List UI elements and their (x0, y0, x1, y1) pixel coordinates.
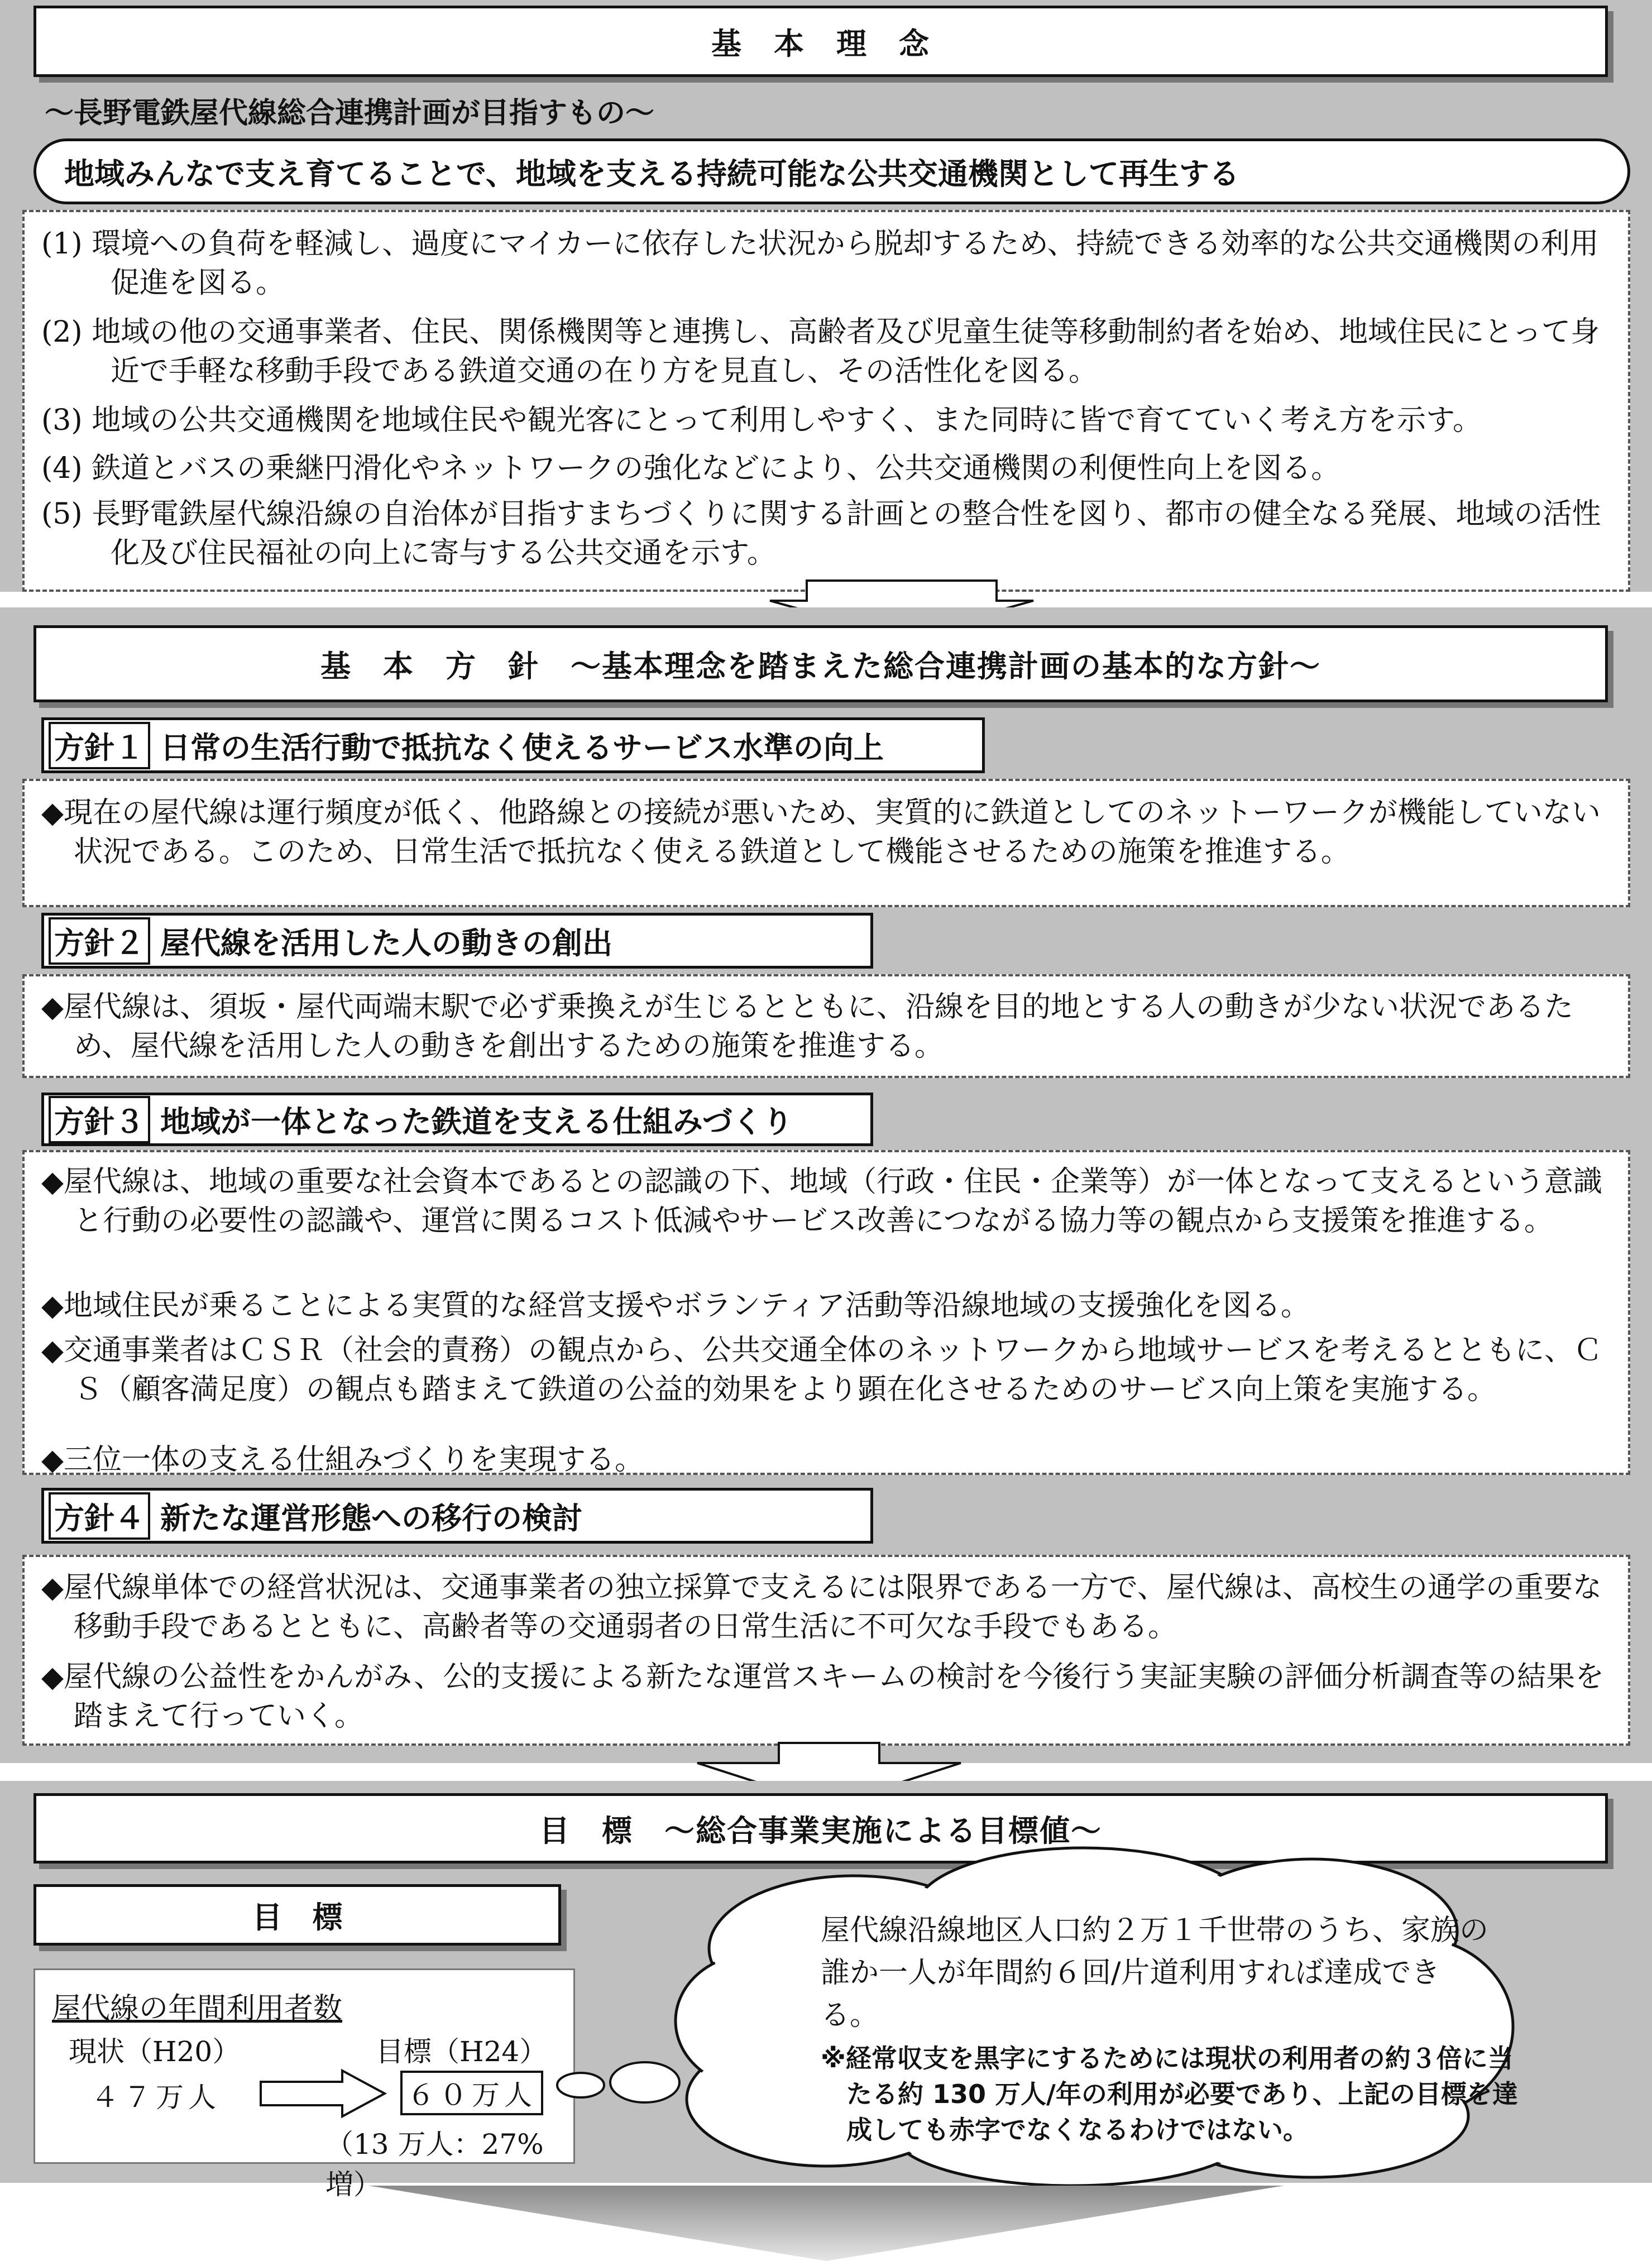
policy-4-bullet-1: ◆屋代線単体での経営状況は、交通事業者の独立採算で支えるには限界である一方で、屋代線は、高校生の通学の重要な移動手段であるとともに、高齢者等の交通弱者の日常生活に不可欠な手段でもある。 (41, 1571, 1602, 1644)
policy-1-tag: 方針１ (49, 722, 150, 769)
cloud-main-text: 屋代線沿線地区人口約２万１千世帯のうち、家族の誰か一人が年間約６回/片道利用すれば達成できる。 (821, 1914, 1489, 2032)
current-label: 現状（H20） (69, 2035, 241, 2068)
policy-3-bullet-3: ◆交通事業者はＣＳＲ（社会的責務）の観点から、公共交通全体のネットワークから地域サービスを考えるとともに、ＣＳ（顧客満足度）の観点も踏まえて鉄道の公益的効果をより顕在化させるためのサービス向上策を実施する。 (41, 1334, 1602, 1406)
policy-4-bullet-2: ◆屋代線の公益性をかんがみ、公的支援による新たな運営スキームの検討を今後行う実証実験の評価分析調査等の結果を踏まえて行っていく。 (41, 1660, 1605, 1733)
bottom-arrow-icon (368, 2186, 1284, 2261)
target-label: 目標（H24） (376, 2035, 548, 2068)
policy-1-box (22, 779, 1630, 907)
policy-4-label (41, 1488, 873, 1544)
ridership-heading: 屋代線の年間利用者数 (52, 1992, 343, 2025)
policy-1-bullet-1: ◆現在の屋代線は運行頻度が低く、他路線との接続が悪いため、実質的に鉄道としてのネットーワークが機能していない状況である。このため、日常生活で抵抗なく使える鉄道として機能させるための施策を推進する。 (41, 796, 1601, 869)
policy-1-title: 日常の生活行動で抵抗なく使えるサービス水準の向上 (160, 730, 884, 765)
philosophy-item-3: (3) 地域の公共交通機関を地域住民や観光客にとって利用しやすく、また同時に皆で育てていく考え方を示す。 (41, 404, 1482, 437)
policy-2-label (41, 913, 873, 969)
section1-slogan: 地域みんなで支え育てることで、地域を支える持続可能な公共交通機関として再生する (33, 138, 1630, 204)
increase-note: （13 万人：27%増） (325, 2128, 544, 2201)
policy-1-label (41, 717, 985, 773)
philosophy-item-1: (1) 環境への負荷を軽減し、過度にマイカーに依存した状況から脱却するため、持続できる効率的な公共交通機関の利用促進を図る。 (41, 227, 1599, 300)
policy-3-bullet-4: ◆三位一体の支える仕組みづくりを実現する。 (41, 1443, 644, 1477)
section1-title: 基 本 理 念 (33, 6, 1608, 77)
policy-3-bullet-1: ◆屋代線は、地域の重要な社会資本であるとの認識の下、地域（行政・住民・企業等）が一体となって支えるという意識と行動の必要性の認識や、運営に関るコスト低減やサービス改善につながる協力等の観点から支援策を推進する。 (41, 1165, 1602, 1238)
policy-3-label (41, 1093, 873, 1146)
policy-4-tag: 方針４ (49, 1492, 150, 1540)
policy-2-tag: 方針２ (49, 917, 150, 965)
right-arrow-icon (258, 2068, 387, 2119)
current-value: ４７万人 (91, 2081, 221, 2114)
policy-3-title: 地域が一体となった鉄道を支える仕組みづくり (160, 1104, 793, 1139)
philosophy-item-5: (5) 長野電鉄屋代線沿線の自治体が目指すまちづくりに関する計画との整合性を図り、都市の健全なる発展、地域の活性化及び住民福祉の向上に寄与する公共交通を示す。 (41, 497, 1601, 570)
section3-title: 目 標 ～総合事業実施による目標値～ (33, 1793, 1608, 1864)
target-value: ６０万人 (400, 2071, 543, 2115)
policy-2-title: 屋代線を活用した人の動きの創出 (160, 925, 612, 961)
policy-4-title: 新たな運営形態への移行の検討 (160, 1500, 582, 1536)
policy-4-box (22, 1555, 1630, 1746)
bubble-dots-icon (553, 2054, 687, 2116)
philosophy-item-2: (2) 地域の他の交通事業者、住民、関係機関等と連携し、高齢者及び児童生徒等移動制約者を始め、地域住民にとって身近で手軽な移動手段である鉄道交通の在り方を見直し、その活性化を図る。 (41, 315, 1600, 388)
section2-title: 基 本 方 針 ～基本理念を踏まえた総合連携計画の基本的な方針～ (33, 625, 1608, 702)
goal-label: 目 標 (33, 1884, 561, 1946)
section1-subtitle: ～長野電鉄屋代線総合連携計画が目指すもの～ (45, 97, 655, 130)
cloud-note-text: ※経常収支を黒字にするためには現状の利用者の約３倍に当たる約 130 万人/年の利用が必要であり、上記の目標を達成しても赤字でなくなるわけではない。 (821, 2043, 1518, 2145)
philosophy-item-4: (4) 鉄道とバスの乗継円滑化やネットワークの強化などにより、公共交通機関の利便性向上を図る。 (41, 452, 1340, 485)
section1-items-box (22, 210, 1630, 592)
ridership-stats-box (33, 1968, 575, 2201)
policy-3-bullet-2: ◆地域住民が乗ることによる実質的な経営支援やボランティア活動等沿線地域の支援強化を図る。 (41, 1289, 1310, 1323)
policy-3-tag: 方針３ (49, 1096, 150, 1143)
policy-2-box (22, 974, 1630, 1078)
policy-3-box (22, 1150, 1630, 1475)
policy-2-bullet-1: ◆屋代線は、須坂・屋代両端末駅で必ず乗換えが生じるとともに、沿線を目的地とする人の動きが少ない状況であるため、屋代線を活用した人の動きを創出するための施策を推進する。 (41, 990, 1573, 1063)
